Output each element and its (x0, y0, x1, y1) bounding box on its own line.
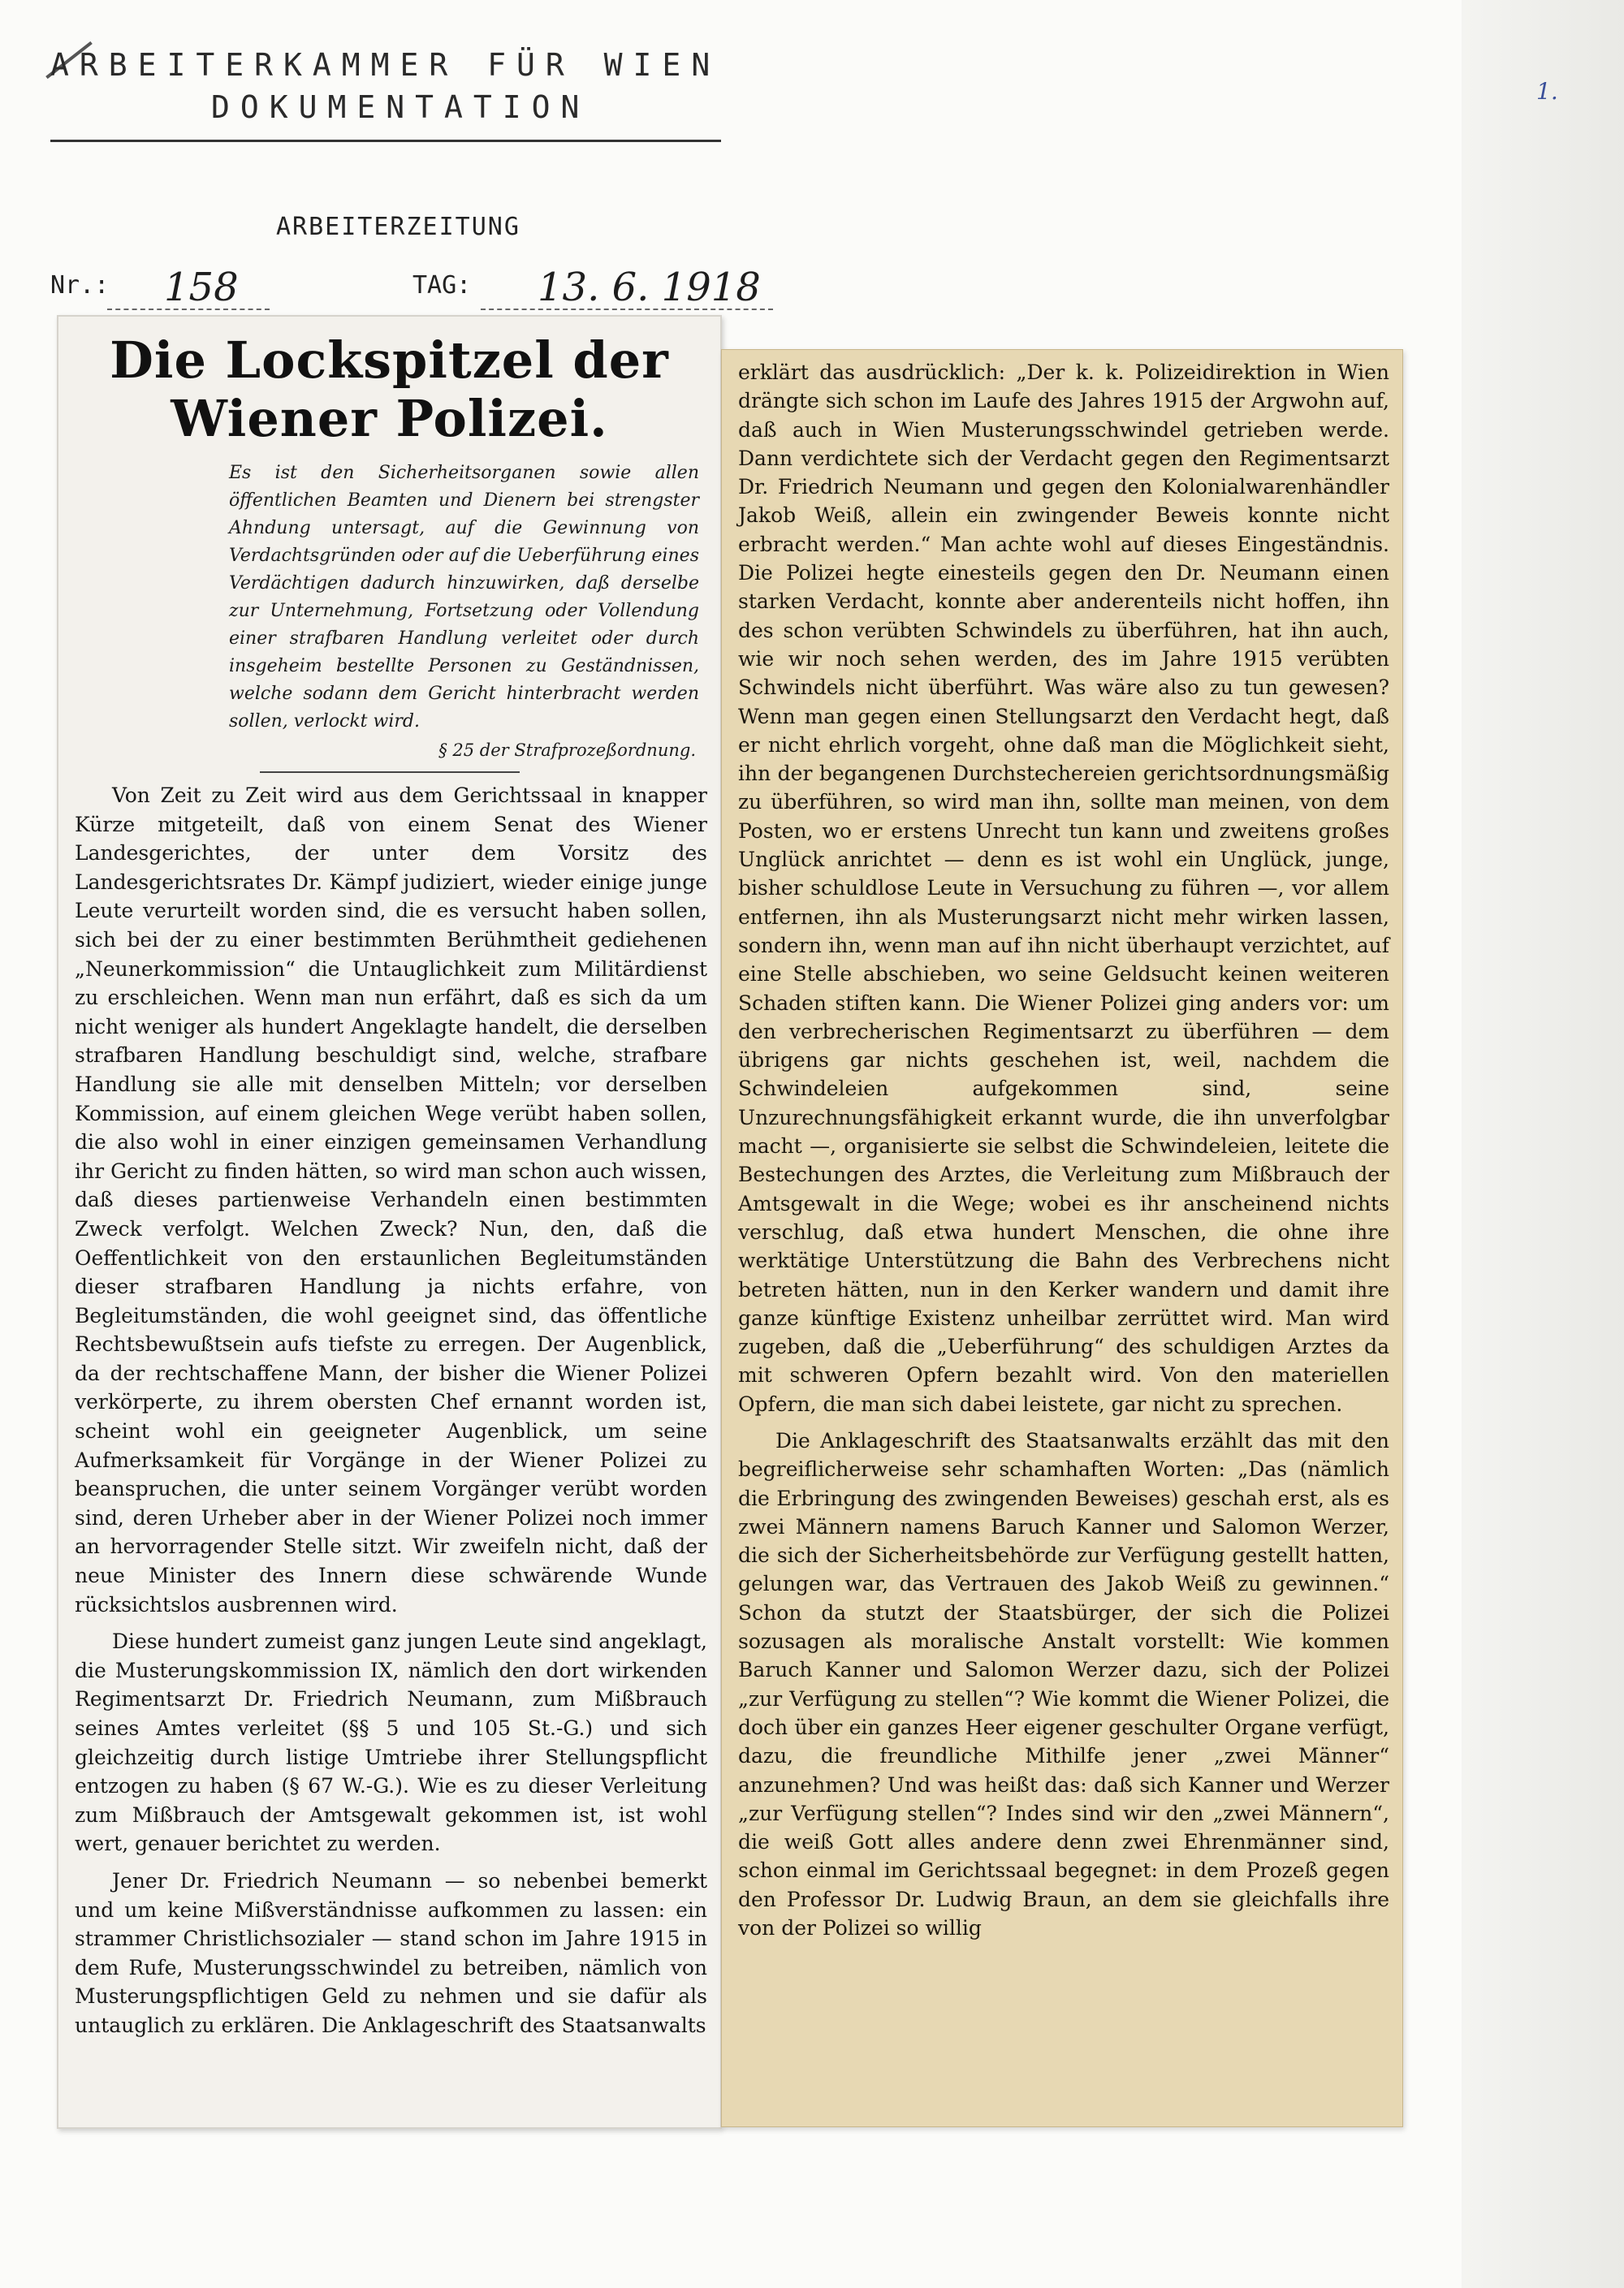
archive-header (50, 44, 741, 128)
nr-value: 158 (164, 265, 239, 310)
paragraph: Diese hundert zumeist ganz jungen Leute sind angeklagt, die Musterungskommission IX, nämlich den dort wirkenden Regimentsarzt Dr. Friedrich Neumann, zum Mißbrauch seines Amtes verleitet (§§ 5 und 105 St.-G.) und sich gleichzeitig durch listige Umtriebe ihrer Stellungspflicht entzogen zu haben (§ 67 W.-G.). Wie es zu dieser Verleitung zum Mißbrauch der Amtsgewalt gekommen ist, ist wohl wert, genauer berichtet zu werden. (75, 1630, 707, 1856)
article-motto: Es ist den Sicherheitsorganen sowie allen öffentlichen Beamten und Dienern bei strengster Ahndung untersagt, auf die Gewinnung von Verdachtsgründen oder auf die Ueberführung eines Verdächtigen dadurch hinzuwirken, daß derselbe zur Unternehmung, Fortsetzung oder Vollendung einer strafbaren Handlung verleitet oder durch insgeheim bestellte Personen zu Geständnissen, welche sodann dem Gericht hinterbracht werden sollen, verlockt wird. (229, 463, 699, 732)
motto-source: § 25 der Strafprozeßordnung. (438, 740, 696, 760)
paragraph: erklärt das ausdrücklich: „Der k. k. Polizeidirektion in Wien drängte sich schon im Laufe des Jahres 1915 der Argwohn auf, daß auch in Wien Musterungsschwindel getrieben werde. Dann verdichtete sich der Verdacht gegen den Regimentsarzt Dr. Friedrich Neumann und gegen den Kolonialwarenhändler Jakob Weiß, allein ein zwingender Beweis konnte nicht erbracht werden.“ Man achte wohl auf dieses Eingeständnis. Die Polizei hegte einesteils gegen den Dr. Neumann einen starken Verdacht, konnte aber anderenteils nicht hoffen, ihn des schon verübten Schwindels zu überführen, hat ihn auch, wie wir noch sehen werden, des im Jahre 1915 verübten Schwindels nicht überführt. Was wäre also zu tun gewesen? Wenn man gegen einen Stellungsarzt den Verdacht hegt, daß er nicht ehrlich vorgeht, ohne daß man die Möglichkeit sieht, ihn der begangenen Durchstechereien gerichtsordnungsmäßig zu überführen, so wird man ihn, sollte man meinen, von dem Posten, wo er erstens Unrecht tun kann und zweitens großes Unglück anrichtet — denn es ist wohl ein Unglück, junge, bisher schuldlose Leute in Versuchung zu führen —, vor allem entfernen, ihn als Musterungsarzt nicht mehr wirken lassen, sondern ihn, wenn man auf ihn nicht überhaupt verzichtet, auf eine Stelle abschieben, wo seine Geldsucht keinen weiteren Schaden stiften kann. Die Wiener Polizei ging anders vor: um den verbrecherischen Regimentsarzt zu überführen — dem übrigens gar nichts geschehen ist, weil, nachdem die Schwindeleien aufgekommen sind, seine Unzurechnungsfähigkeit erkannt wurde, die ihn unverfolgbar macht —, organisierte sie selbst die Schwindeleien, leitete die Bestechungen des Arztes, die Verleitung zum Mißbrauch der Amtsgewalt in die Wege; wobei es ihr anscheinend nichts verschlug, daß etwa hundert Menschen, die ohne ihre werktätige Unterstützung die Bahn des Verbrechens nicht betreten hätten, nun in den Kerker wandern und damit ihre ganze künftige Existenz unheilbar zerrüttet wird. Man wird zugeben, daß die „Ueberführung“ des schuldigen Arztes da mit schweren Opfern bezahlt wird. Von den materiellen Opfern, die man sich dabei leistete, gar nicht zu sprechen. (738, 360, 1389, 1416)
paragraph: Von Zeit zu Zeit wird aus dem Gerichtssaal in knapper Kürze mitgeteilt, daß von einem Senat des Wiener Landesgerichtes, der unter dem Vorsitz des Landesgerichtsrates Dr. Kämpf judiziert, wieder einige junge Leute verurteilt worden sind, die es versucht haben sollen, sich bei der zu einer bestimmten Berühmtheit gediehenen „Neunerkommission“ die Untauglichkeit zum Militärdienst zu erschleichen. Wenn man nun erfährt, daß es sich da um nicht weniger als hundert Angeklagte handelt, die derselben strafbaren Handlung beschuldigt sind, welche, strafbare Handlung sie alle mit denselben Mitteln; vor derselben Kommission, auf einem gleichen Wege verübt haben sollen, die also wohl in einer einzigen gemeinsamen Verhandlung ihr Gericht zu finden hätten, so wird man schon auch wissen, daß dieses partienweise Verhandeln einen bestimmten Zweck verfolgt. Welchen Zweck? Nun, den, daß die Oeffentlichkeit von den erstaunlichen Begleitumständen dieser strafbaren Handlung ja nichts erfahre, von Begleitumständen, die wohl geeignet sind, das öffentliche Rechtsbewußtsein aufs tiefste zu erregen. Der Augenblick, da der rechtschaffene Mann, der bisher die Wiener Polizei verkörperte, zu ihrem obersten Chef ernannt worden ist, scheint wohl ein geeigneter Augenblick, um seine Aufmerksamkeit für Vorgänge in der Wiener Polizei zu beanspruchen, die unter seinem Vorgänger verübt worden sind, deren Urheber aber in der Wiener Polizei noch immer an hervorragender Stelle sitzt. Wir zweifeln nicht, daß der neue Minister des Innern diese schwärende Wunde rücksichtslos ausbrennen wird. (75, 784, 707, 1617)
motto-divider (260, 771, 520, 773)
org-department: DOKUMENTATION (211, 89, 590, 125)
clipping-left-column (57, 315, 722, 2129)
org-name: ARBEITERKAMMER FÜR WIEN (50, 47, 721, 83)
source-newspaper: ARBEITERZEITUNG (276, 213, 520, 241)
date-label: TAG: (412, 271, 472, 300)
article-title: Die Lockspitzel der Wiener Polizei. (110, 330, 669, 448)
right-column-text (738, 358, 1389, 1942)
page-number: 1. (1536, 78, 1558, 105)
paragraph: Jener Dr. Friedrich Neumann — so nebenbei bemerkt und um keine Mißverständnisse aufkommen zu lassen: ein strammer Christlichsozialer — stand schon im Jahre 1915 in dem Rufe, Musterungsschwindel zu betreiben, nämlich von Musterungspflichtigen Geld zu nehmen und sie dafür als untauglich zu erklären. Die Anklageschrift des Staatsanwalts (75, 1868, 707, 2037)
nr-label: Nr.: (50, 271, 110, 300)
left-column-text (75, 781, 707, 2040)
date-value: 13. 6. 1918 (538, 265, 761, 310)
page-right-edge (1462, 0, 1624, 2288)
header-divider (50, 140, 721, 142)
paragraph: Die Anklageschrift des Staatsanwalts erzählt das mit den begreiflicherweise sehr schamhaften Worten: „Das (nämlich die Erbringung des zwingenden Beweises) geschah erst, als es zwei Männern namens Baruch Kanner und Salomon Werzer, die sich der Sicherheitsbehörde zur Verfügung gestellt hatten, gelungen war, das Vertrauen des Jakob Weiß zu gewinnen.“ Schon da stutzt der Staatsbürger, der sich die Polizei sozusagen als moralische Anstalt vorstellt: Wie kommen Baruch Kanner und Salomon Werzer dazu, sich der Polizei „zur Verfügung zu stellen“? Wie kommt die Wiener Polizei, die doch über ein ganzes Heer eigener geschulter Organe verfügt, dazu, die freundliche Mithilfe jener „zwei Männer“ anzunehmen? Und was heißt das: daß sich Kanner und Werzer „zur Verfügung stellen“? Indes sind wir den „zwei Männern“, die weiß Gott alles andere denn zwei Ehrenmänner sind, schon einmal im Gerichtssaal begegnet: in dem Prozeß gegen den Professor Dr. Ludwig Braun, an dem sie gleichfalls ihre von der Polizei so willig (738, 1428, 1389, 1940)
clipping-right-column (721, 349, 1403, 2127)
